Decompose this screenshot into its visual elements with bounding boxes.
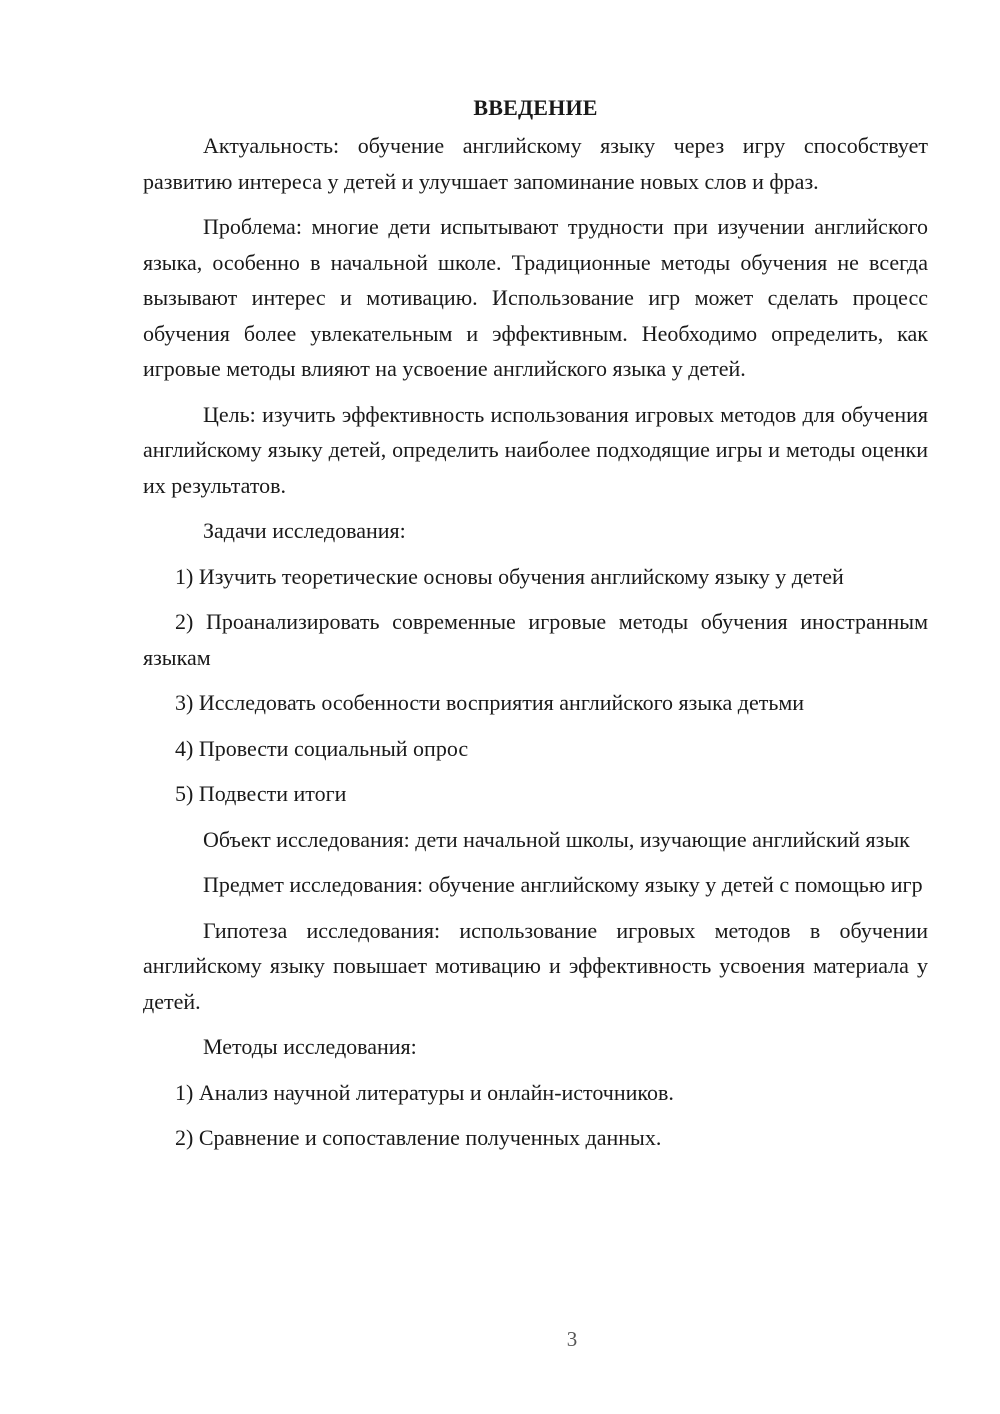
- section-heading: ВВЕДЕНИЕ: [473, 95, 598, 120]
- task-item: 5) Подвести итоги: [175, 781, 347, 806]
- task-item: 1) Изучить теоретические основы обучения английскому языку у детей: [175, 563, 844, 589]
- method-item: 1) Анализ научной литературы и онлайн-источников.: [175, 1079, 674, 1105]
- methods-heading: Методы исследования:: [203, 1034, 417, 1059]
- subject-paragraph: Предмет исследования: обучение английскому языку у детей с помощью игр: [203, 872, 923, 897]
- tasks-heading: Задачи исследования:: [203, 518, 406, 543]
- task-item: 4) Провести социальный опрос: [175, 735, 469, 761]
- relevance-paragraph: Актуальность: обучение английскому языку через игру способствует развитию интереса у детей и улучшает запоминание новых слов и фраз.: [143, 133, 928, 194]
- goal-paragraph: Цель: изучить эффективность использования игровых методов для обучения английскому языку детей, определить наиболее подходящие игры и методы оценки их результатов.: [143, 401, 928, 498]
- task-item: 3) Исследовать особенности восприятия английского языка детьми: [175, 690, 805, 715]
- hypothesis-paragraph: Гипотеза исследования: использование игровых методов в обучении английскому языку повышает мотивацию и эффективность усвоения материала у детей.: [143, 917, 928, 1014]
- page-number: 3: [566, 1327, 578, 1351]
- task-item: 2) Проанализировать современные игровые методы обучения иностранным языкам: [143, 609, 928, 670]
- object-paragraph: Объект исследования: дети начальной школы, изучающие английский язык: [203, 826, 910, 852]
- method-item: 2) Сравнение и сопоставление полученных данных.: [175, 1125, 662, 1150]
- problem-paragraph: Проблема: многие дети испытывают трудности при изучении английского языка, особенно в начальной школе. Традиционные методы обучения не всегда вызывают интерес и мотивацию. Использование игр может сделать процесс обучения более увлекательным и эффективным. Необходимо определить, как игровые методы влияют на усвоение английского языка у детей.: [143, 214, 928, 381]
- document-page: [143, 90, 928, 1156]
